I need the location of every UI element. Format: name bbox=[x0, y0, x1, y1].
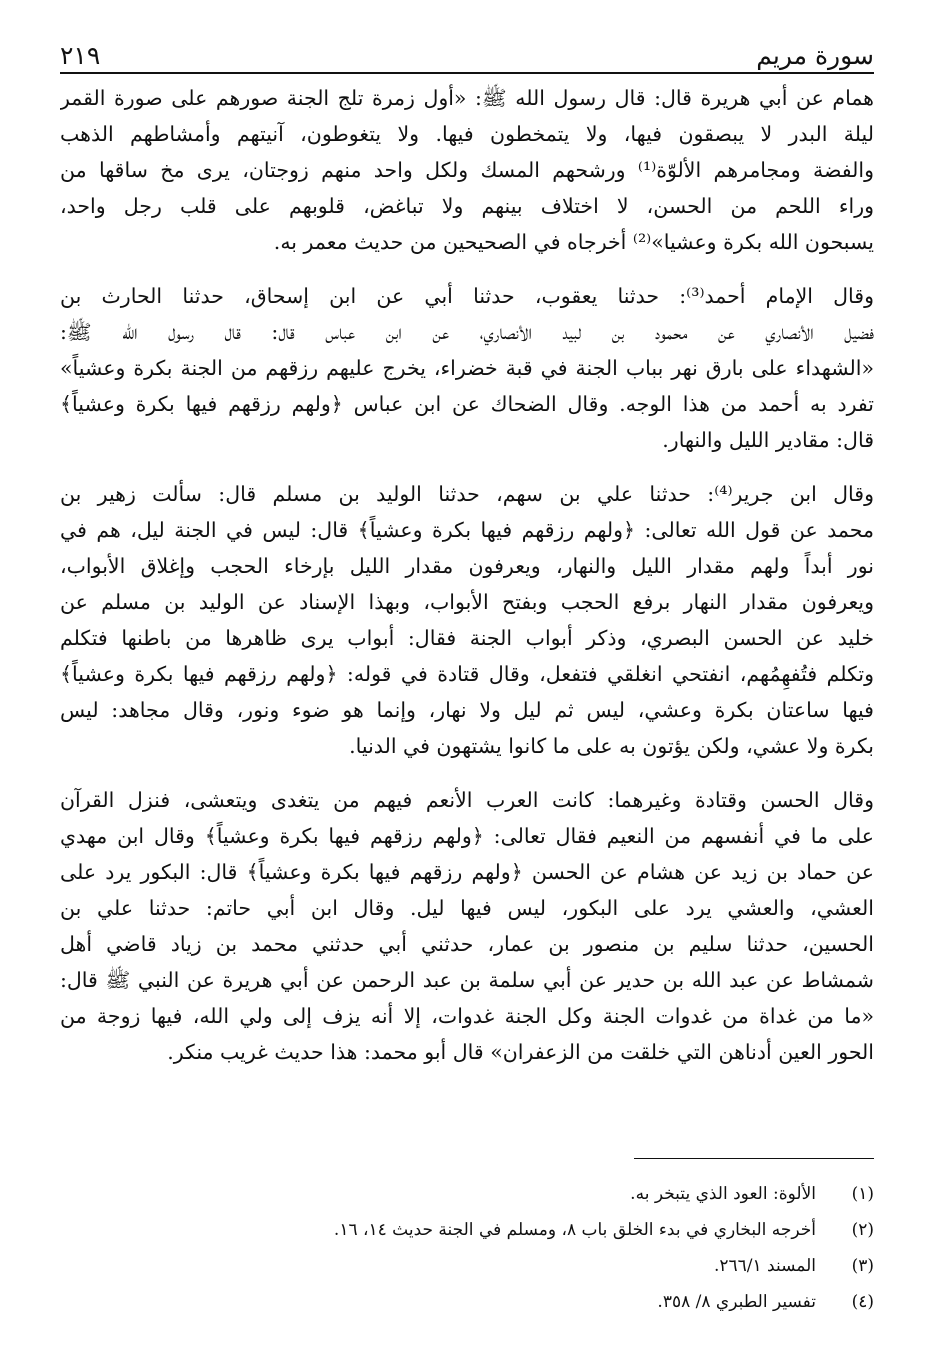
text-line: محمد عن قول الله تعالى: ﴿ولهم رزقهم فيها بكرة وعشياً﴾ قال: ليس في الجنة ليل، هم في bbox=[60, 518, 874, 542]
text-line: خليد عن الحسن البصري، وذكر أبواب الجنة فقال: أبواب يرى ظاهرها من باطنها فتكلم bbox=[60, 626, 874, 650]
text-line: وراء اللحم من الحسن، لا اختلاف بينهم ولا تباغض، قلوبهم على قلب رجل واحد، bbox=[60, 194, 874, 218]
paragraph-1 bbox=[60, 80, 874, 260]
text-line: فضيل الأنصاري عن محمود بن لبيد الأنصاري، عن ابن عباس قال: قال رسول الله ﷺ: bbox=[60, 320, 874, 344]
text-line: وقال الإمام أحمد⁽³⁾: حدثنا يعقوب، حدثنا أبي عن ابن إسحاق، حدثنا الحارث بن bbox=[60, 284, 874, 308]
text-line: عن حماد بن زيد عن هشام عن الحسن ﴿ولهم رزقهم فيها بكرة وعشياً﴾ قال: البكور يرد على bbox=[60, 860, 874, 884]
text-line: «الشهداء على بارق نهر بباب الجنة في قبة خضراء، يخرج عليهم رزقهم من الجنة بكرة وعشياً» bbox=[60, 356, 874, 380]
text-line: ويعرفون مقدار النهار برفع الحجب وبفتح الأبواب، وبهذا الإسناد عن الوليد بن مسلم عن bbox=[60, 590, 874, 614]
text-line: همام عن أبي هريرة قال: قال رسول الله ﷺ: «أول زمرة تلج الجنة صورهم على صورة القمر bbox=[60, 86, 874, 110]
text-line: وتكلم فتُفهِمُهم، انفتحي انغلقي فتفعل، وقال قتادة في قوله: ﴿ولهم رزقهم فيها بكرة وعشياً﴾ bbox=[60, 662, 874, 686]
footnote bbox=[60, 1176, 874, 1212]
paragraph-3 bbox=[60, 476, 874, 764]
footnote-text: الألوة: العود الذي يتبخر به. bbox=[630, 1184, 816, 1204]
text-line: «ما من غداة من غدوات الجنة وكل الجنة غدوات، إلا أنه يزف إلى ولي الله، فيها زوجة من bbox=[60, 1004, 874, 1028]
text-line: فيها ساعتان بكرة وعشي، ليس ثم ليل ولا نهار، وإنما هو ضوء ونور، وقال مجاهد: ليس bbox=[60, 698, 874, 722]
text-line: بكرة ولا عشي، ولكن يؤتون به على ما كانوا يشتهون في الدنيا. bbox=[349, 734, 874, 758]
text-line: العشي، والعشي يرد على البكور، ليس فيها ليل. وقال ابن أبي حاتم: حدثنا علي بن bbox=[60, 896, 874, 920]
paragraph-4 bbox=[60, 782, 874, 1070]
footnote bbox=[60, 1248, 874, 1284]
paragraph-2 bbox=[60, 278, 874, 458]
text-line: قال: مقادير الليل والنهار. bbox=[662, 428, 874, 452]
page-header bbox=[60, 30, 874, 74]
footnote-number: (٤) bbox=[851, 1292, 874, 1312]
text-line: الحسين، حدثنا سليم بن منصور بن عمار، حدثني أبي حدثني محمد بن زياد قاضي أهل bbox=[60, 932, 874, 956]
footnotes bbox=[60, 1176, 874, 1320]
surah-title: سورة مريم bbox=[756, 41, 874, 70]
main-text bbox=[60, 80, 874, 1088]
footnote-text: المسند ٢٦٦/١. bbox=[713, 1256, 816, 1276]
text-line: وقال ابن جرير⁽⁴⁾: حدثنا علي بن سهم، حدثنا الوليد بن مسلم قال: سألت زهير بن bbox=[60, 482, 874, 506]
text-line: على ما في أنفسهم من النعيم فقال تعالى: ﴿ولهم رزقهم فيها بكرة وعشياً﴾ وقال ابن مهدي bbox=[60, 824, 874, 848]
text-line: وقال الحسن وقتادة وغيرهما: كانت العرب الأنعم فيهم من يتغدى ويتعشى، فنزل القرآن bbox=[60, 788, 874, 812]
text-line: ليلة البدر لا يبصقون فيها، ولا يتمخطون فيها. ولا يتغوطون، آنيتهم وأمشاطهم الذهب bbox=[60, 122, 874, 146]
page-number: ٢١٩ bbox=[60, 41, 101, 70]
footnote-number: (٣) bbox=[851, 1256, 874, 1276]
footnote-number: (١) bbox=[851, 1184, 874, 1204]
text-line: نور أبداً ولهم مقدار الليل والنهار، ويعرفون مقدار الليل بإرخاء الحجب وإغلاق الأبواب، bbox=[60, 554, 874, 578]
text-line: الحور العين أدناهن التي خلقت من الزعفران» قال أبو محمد: هذا حديث غريب منكر. bbox=[167, 1040, 874, 1064]
text-line: يسبحون الله بكرة وعشيا»⁽²⁾ أخرجاه في الصحيحين من حديث معمر به. bbox=[273, 230, 874, 254]
text-line: والفضة ومجامرهم الألوّة⁽¹⁾ ورشحهم المسك ولكل واحد منهم زوجتان، يرى مخ ساقها من bbox=[60, 158, 874, 182]
footnote bbox=[60, 1212, 874, 1248]
footnote-divider bbox=[634, 1158, 874, 1159]
footnote-number: (٢) bbox=[851, 1220, 874, 1240]
footnote-text: أخرجه البخاري في بدء الخلق باب ٨، ومسلم في الجنة حديث ١٤، ١٦. bbox=[333, 1220, 816, 1240]
text-line: شمشاط عن عبد الله بن حدير عن أبي سلمة بن عبد الرحمن عن أبي هريرة عن النبي ﷺ قال: bbox=[60, 968, 874, 992]
footnote-text: تفسير الطبري ٨/ ٣٥٨. bbox=[657, 1292, 816, 1312]
text-line: تفرد به أحمد من هذا الوجه. وقال الضحاك عن ابن عباس ﴿ولهم رزقهم فيها بكرة وعشياً﴾ bbox=[60, 392, 874, 416]
footnote bbox=[60, 1284, 874, 1320]
